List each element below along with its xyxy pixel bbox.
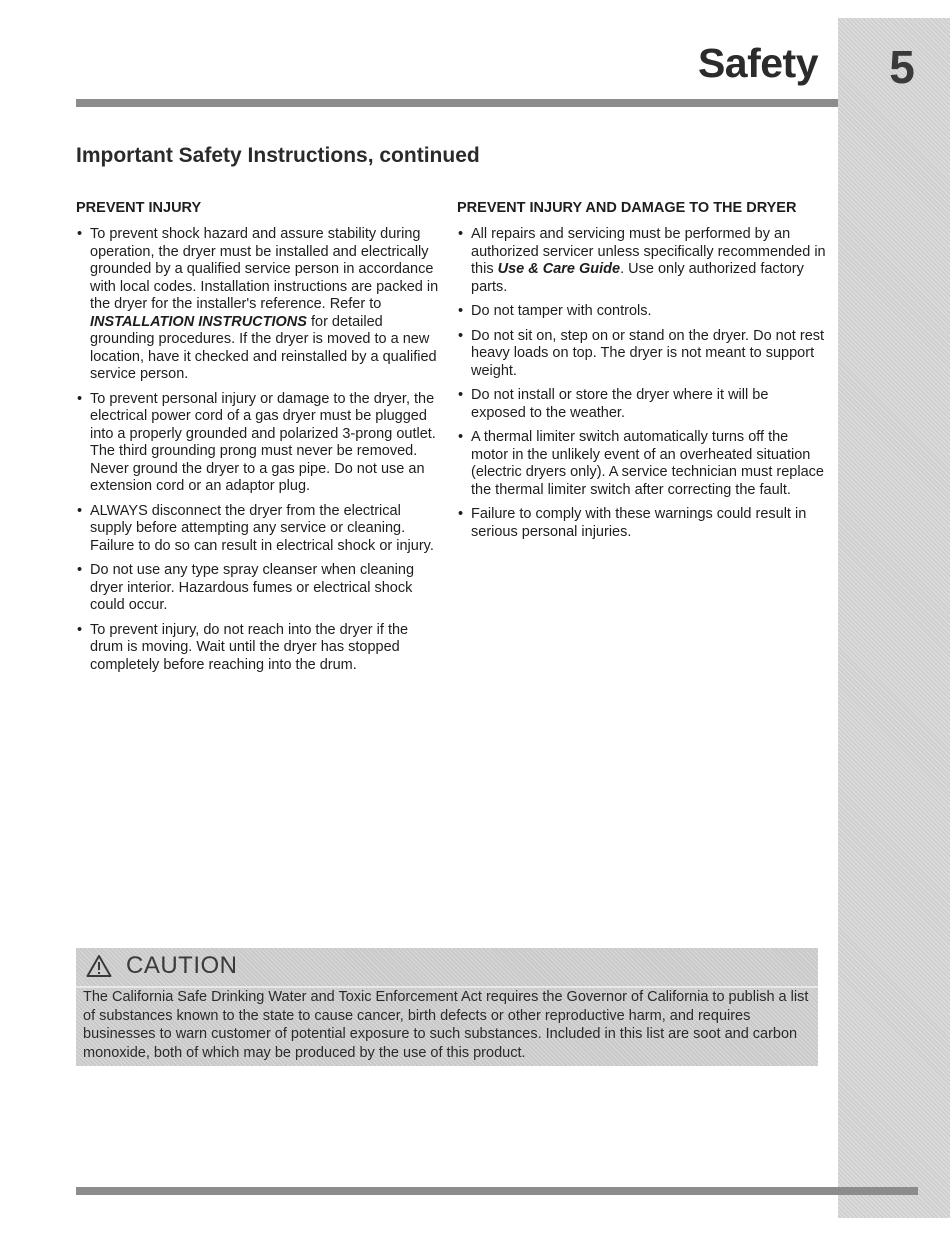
list-item: • Do not install or store the dryer where it will be exposed to the weather. — [457, 387, 827, 422]
bullet-text: . Use only authorized factory parts. — [471, 261, 804, 295]
list-item: • Do not use any type spray cleanser when cleaning dryer interior. Hazardous fumes or electrical shock could occur. — [76, 562, 442, 615]
list-item: • Do not sit on, step on or stand on the dryer. Do not rest heavy loads on top. The dryer is not meant to support weight. — [457, 328, 827, 381]
header-rule — [76, 99, 838, 107]
list-item — [76, 226, 442, 384]
caution-box — [76, 948, 818, 1066]
caution-label: CAUTION — [126, 952, 238, 979]
right-column — [457, 199, 827, 548]
left-column-title: PREVENT INJURY — [76, 200, 202, 216]
page-number: 5 — [889, 41, 915, 93]
bullet-text: To prevent shock hazard and assure stability during operation, the dryer must be installed and electrically grounded by a qualified service person in accordance with local codes. Installation instructions are packed in the dryer for the installer's reference. Refer to — [90, 226, 439, 312]
section-title: Safety — [697, 40, 818, 86]
footer-rule — [76, 1187, 918, 1195]
left-bullet-list — [76, 226, 442, 674]
list-item: • Do not tamper with controls. — [457, 303, 827, 321]
list-item: • To prevent personal injury or damage to the dryer, the electrical power cord of a gas dryer must be plugged into a properly grounded and polarized 3-prong outlet. The third grounding prong must never be removed. Never ground the dryer to a gas pipe. Do not use an extension cord or an adaptor plug. — [76, 391, 442, 496]
use-care-guide-ref: Use & Care Guide — [497, 261, 621, 277]
left-column — [76, 199, 442, 681]
caution-header — [86, 952, 238, 980]
page-heading: Important Safety Instructions, continued — [76, 144, 480, 167]
list-item: • A thermal limiter switch automatically turns off the motor in the unlikely event of an overheated situation (electric dryers only). A service technician must replace the thermal limiter switch after correcting the fault. — [457, 429, 827, 499]
bullet-text: for detailed grounding procedures. If the dryer is moved to a new location, have it checked and reinstalled by a qualified service person. — [90, 313, 437, 382]
caution-text: The California Safe Drinking Water and Toxic Enforcement Act requires the Governor of California to publish a list of substances known to the state to cause cancer, birth defects or other reproductive harm, and requires businesses to warn customer of potential exposure to such substances. Included in this list are soot and carbon monoxide, both of which may be produced by the use of this product. — [83, 989, 809, 1061]
warning-triangle-icon — [86, 954, 112, 978]
right-column-title: PREVENT INJURY AND DAMAGE TO THE DRYER — [457, 200, 797, 216]
list-item: • Failure to comply with these warnings could result in serious personal injuries. — [457, 506, 827, 541]
list-item — [457, 226, 827, 296]
list-item: • To prevent injury, do not reach into the dryer if the drum is moving. Wait until the dryer has stopped completely before reaching into the drum. — [76, 622, 442, 675]
list-item: • ALWAYS disconnect the dryer from the electrical supply before attempting any service or cleaning. Failure to do so can result in electrical shock or injury. — [76, 503, 442, 556]
right-bullet-list — [457, 226, 827, 541]
side-tab — [838, 18, 950, 1218]
bullet-text: All repairs and servicing must be performed by an authorized servicer unless specifically recommended in this — [471, 226, 826, 277]
installation-instructions-ref: INSTALLATION INSTRUCTIONS — [90, 313, 307, 330]
